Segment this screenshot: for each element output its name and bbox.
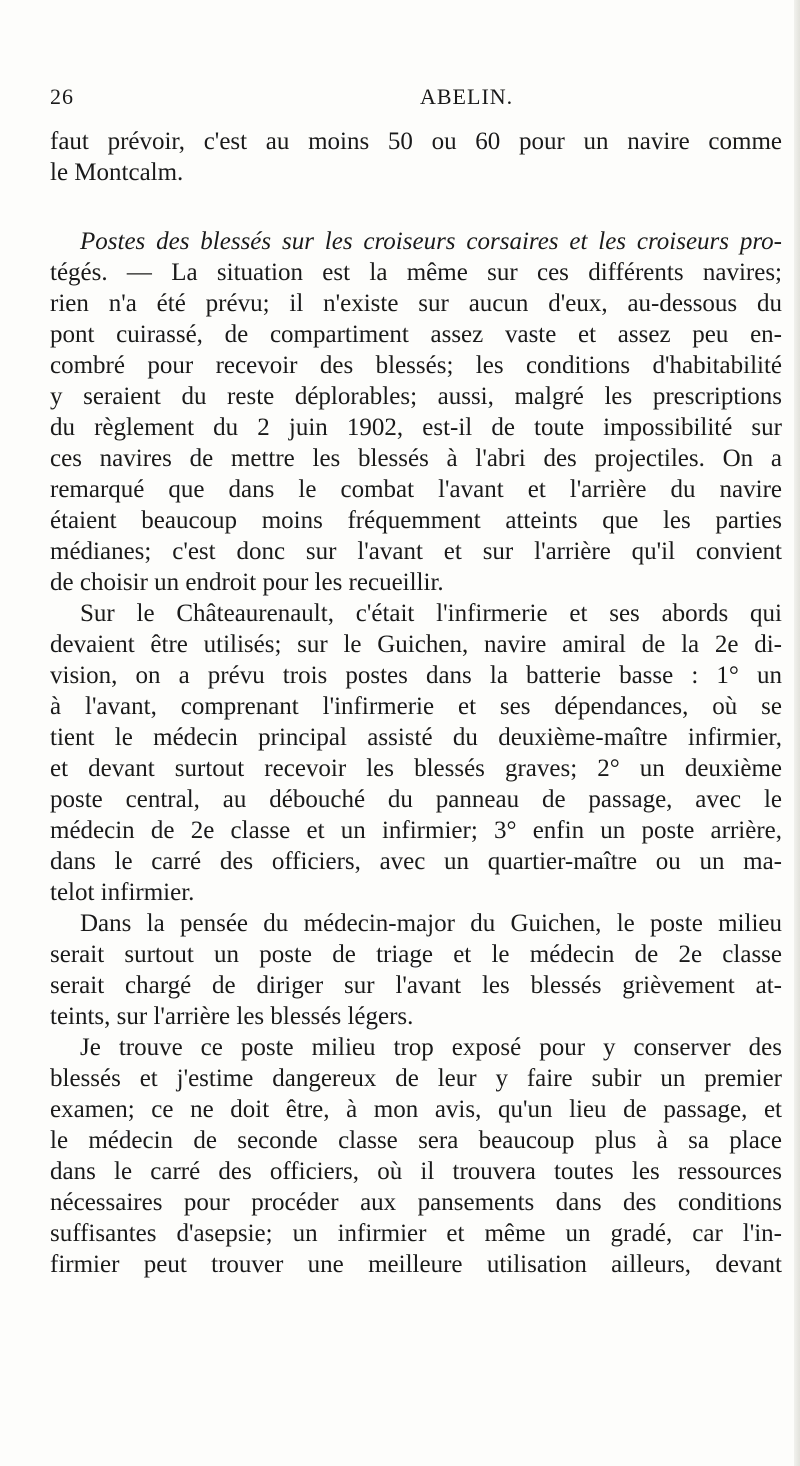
text-line: vision, on a prévu trois postes dans la batterie basse : 1° un xyxy=(50,662,782,689)
text-line: telot infirmier. xyxy=(50,879,195,906)
text-line: remarqué que dans le combat l'avant et l'arrière du navire xyxy=(50,476,782,503)
text-line: du règlement du 2 juin 1902, est-il de toute impossibilité sur xyxy=(50,414,782,441)
text-line: examen; ce ne doit être, à mon avis, qu'un lieu de passage, et xyxy=(50,1096,782,1123)
paragraph xyxy=(50,226,782,598)
running-head xyxy=(50,84,750,114)
text-line: combré pour recevoir des blessés; les conditions d'habitabilité xyxy=(50,352,782,379)
text-line: rien n'a été prévu; il n'existe sur aucun d'eux, au-dessous du xyxy=(50,290,782,317)
running-title: ABELIN. xyxy=(420,84,514,109)
text-line: à l'avant, comprenant l'infirmerie et ses dépendances, où se xyxy=(50,693,782,720)
text-line: blessés et j'estime dangereux de leur y faire subir un premier xyxy=(50,1065,782,1092)
text-line: tient le médecin principal assisté du deuxième-maître infirmier, xyxy=(50,724,782,751)
text-line: et devant surtout recevoir les blessés graves; 2° un deuxième xyxy=(50,755,782,782)
page-number: 26 xyxy=(50,84,74,109)
text-line: tégés. — La situation est la même sur ces différents navires; xyxy=(50,259,782,286)
paragraph-gap xyxy=(50,188,782,226)
text-line: suffisantes d'asepsie; un infirmier et même un gradé, car l'in- xyxy=(50,1220,782,1247)
paragraph xyxy=(50,908,782,1032)
paragraph xyxy=(50,126,782,188)
text-line: pont cuirassé, de compartiment assez vaste et assez peu en- xyxy=(50,321,782,348)
text-line: Dans la pensée du médecin-major du Guichen, le poste milieu xyxy=(80,910,782,937)
text-line: teints, sur l'arrière les blessés légers. xyxy=(50,1003,414,1030)
text-line: de choisir un endroit pour les recueillir. xyxy=(50,569,444,596)
paragraph xyxy=(50,1032,782,1280)
text-line: serait chargé de diriger sur l'avant les blessés grièvement at- xyxy=(50,972,782,999)
text-line: y seraient du reste déplorables; aussi, malgré les prescriptions xyxy=(50,383,782,410)
text-line: étaient beaucoup moins fréquemment atteints que les parties xyxy=(50,507,782,534)
paragraph xyxy=(50,598,782,908)
text-line: poste central, au débouché du panneau de passage, avec le xyxy=(50,786,782,813)
text-line: devaient être utilisés; sur le Guichen, navire amiral de la 2e di- xyxy=(50,631,782,658)
text-line: ces navires de mettre les blessés à l'abri des projectiles. On a xyxy=(50,445,782,472)
text-line: dans le carré des officiers, où il trouvera toutes les ressources xyxy=(50,1158,782,1185)
text-line: le médecin de seconde classe sera beaucoup plus à sa place xyxy=(50,1127,782,1154)
text-line: faut prévoir, c'est au moins 50 ou 60 pour un navire comme xyxy=(50,128,782,155)
text-line: Sur le Châteaurenault, c'était l'infirmerie et ses abords qui xyxy=(80,600,782,627)
page-edge xyxy=(794,0,800,1466)
text-line: dans le carré des officiers, avec un quartier-maître ou un ma- xyxy=(50,848,782,875)
section-heading-line: Postes des blessés sur les croiseurs corsaires et les croiseurs pro- xyxy=(80,228,782,255)
text-line: nécessaires pour procéder aux pansements dans des conditions xyxy=(50,1189,782,1216)
text-line: le Montcalm. xyxy=(50,159,184,186)
text-line: médianes; c'est donc sur l'avant et sur l'arrière qu'il convient xyxy=(50,538,782,565)
text-line: Je trouve ce poste milieu trop exposé pour y conserver des xyxy=(80,1034,782,1061)
text-line: serait surtout un poste de triage et le médecin de 2e classe xyxy=(50,941,782,968)
body-text xyxy=(50,126,782,1280)
text-line: médecin de 2e classe et un infirmier; 3° enfin un poste arrière, xyxy=(50,817,782,844)
text-line: firmier peut trouver une meilleure utilisation ailleurs, devant xyxy=(50,1251,782,1278)
